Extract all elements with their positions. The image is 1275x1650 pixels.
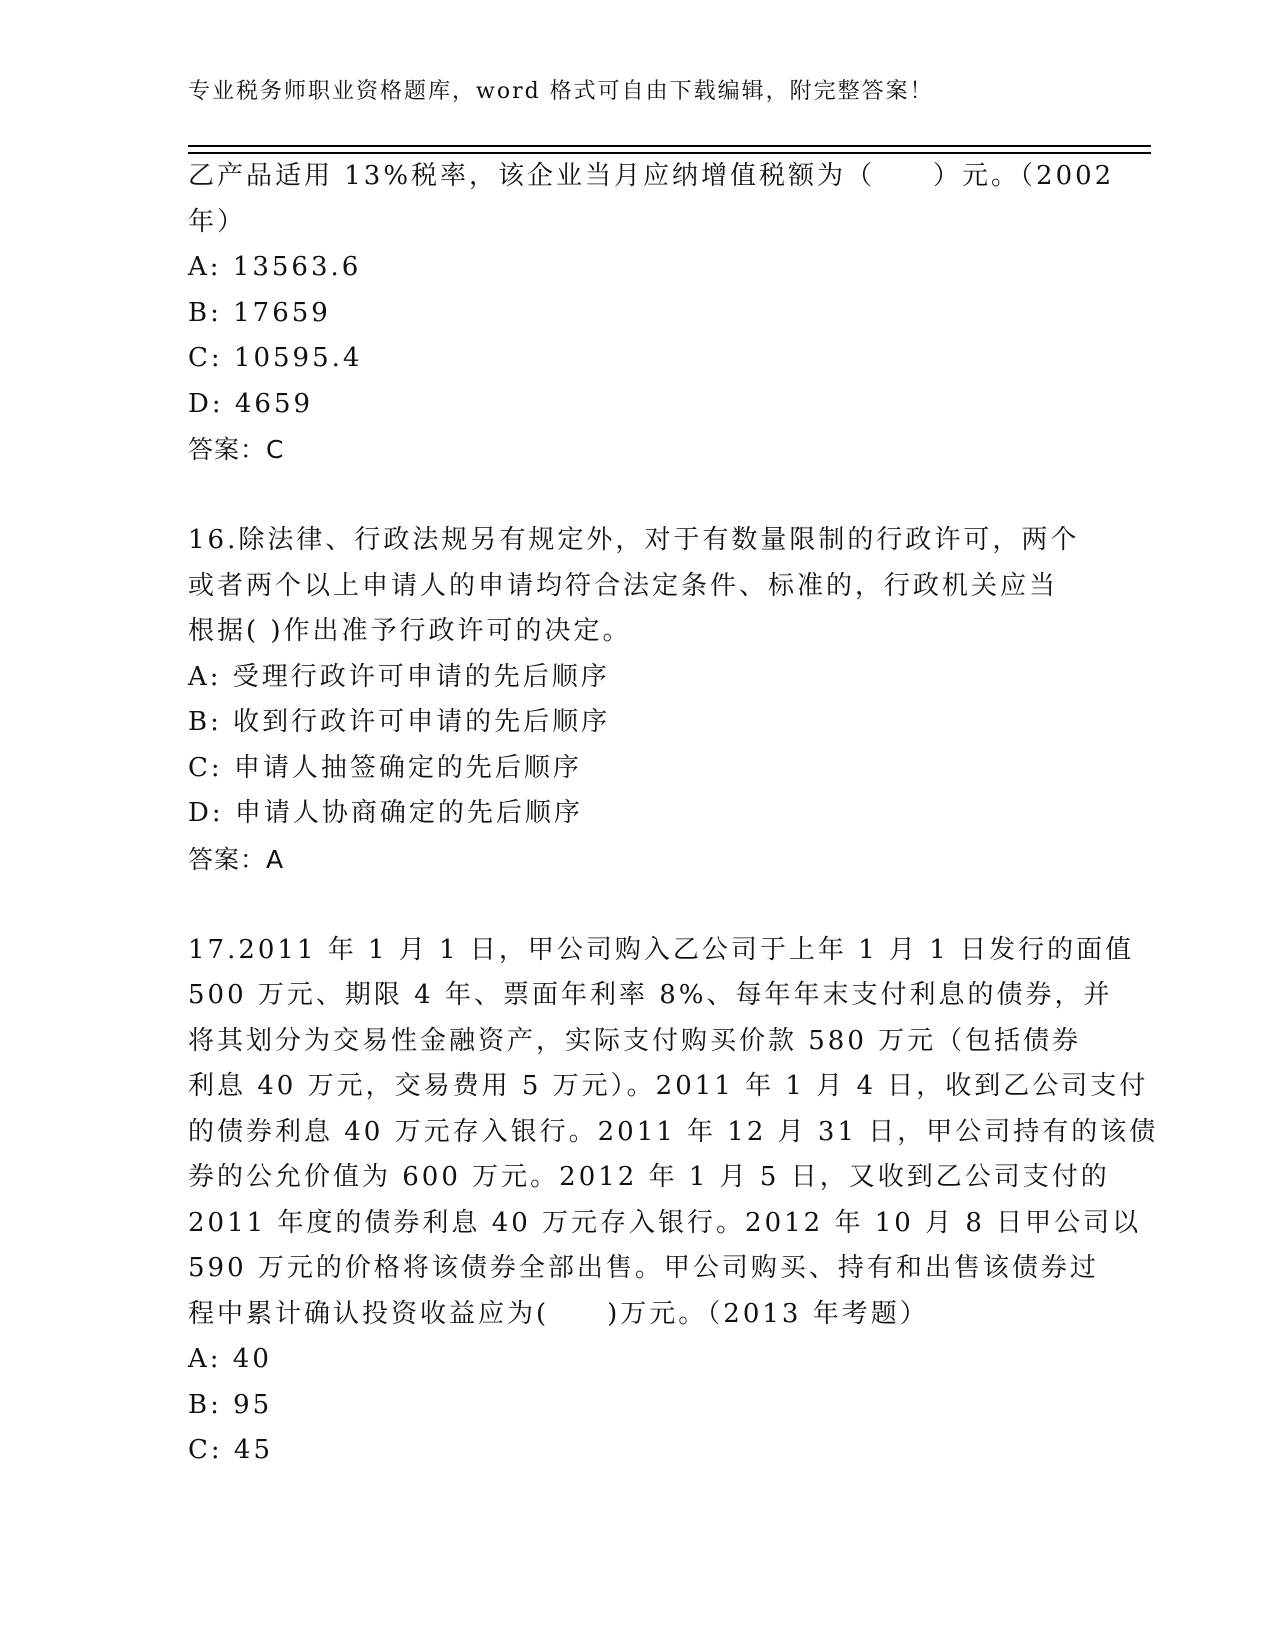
option-c: C: 申请人抽签确定的先后顺序 bbox=[188, 752, 582, 783]
question-stem-line: 或者两个以上申请人的申请均符合法定条件、标准的，行政机关应当 bbox=[188, 570, 1059, 601]
question-stem-line: 券的公允价值为 600 万元。2012 年 1 月 5 日，又收到乙公司支付的 bbox=[188, 1162, 1110, 1192]
answer-label: 答案：A bbox=[188, 844, 285, 874]
question-stem-line: 将其划分为交易性金融资产，实际支付购买价款 580 万元（包括债券 bbox=[188, 1025, 1082, 1056]
option-c: C: 45 bbox=[188, 1435, 274, 1465]
question-15 bbox=[188, 154, 1115, 473]
question-stem-line: 的债券利息 40 万元存入银行。2011 年 12 月 31 日，甲公司持有的该债 bbox=[188, 1116, 1159, 1147]
question-stem-line: 程中累计确认投资收益应为( )万元。（2013 年考题） bbox=[188, 1298, 929, 1329]
option-a: A: 受理行政许可申请的先后顺序 bbox=[188, 661, 610, 692]
question-stem-line: 2011 年度的债券利息 40 万元存入银行。2012 年 10 月 8 日甲公司以 bbox=[188, 1207, 1142, 1238]
answer-label: 答案：C bbox=[188, 435, 285, 464]
spacer bbox=[188, 473, 1088, 519]
question-17 bbox=[188, 928, 1159, 1474]
question-stem-line: 590 万元的价格将该债券全部出售。甲公司购买、持有和出售该债券过 bbox=[188, 1253, 1099, 1283]
question-stem-line: 16.除法律、行政法规另有规定外，对于有数量限制的行政许可，两个 bbox=[188, 525, 1080, 555]
option-a: A: 13563.6 bbox=[188, 252, 362, 282]
option-b: B: 收到行政许可申请的先后顺序 bbox=[188, 707, 611, 737]
header-rule-top bbox=[188, 145, 1151, 147]
question-stem-line: 根据( )作出准予行政许可的决定。 bbox=[188, 616, 632, 646]
question-stem-line: 利息 40 万元，交易费用 5 万元）。2011 年 1 月 4 日，收到乙公司支付 bbox=[188, 1071, 1149, 1101]
question-stem-line: 年） bbox=[188, 206, 247, 237]
option-d: D: 4659 bbox=[188, 388, 314, 419]
question-stem-line: 乙产品适用 13%税率，该企业当月应纳增值税额为（ ）元。（2002 bbox=[188, 161, 1115, 191]
option-b: B: 17659 bbox=[188, 297, 331, 328]
page-header: 专业税务师职业资格题库，word 格式可自由下载编辑，附完整答案！ bbox=[188, 79, 934, 104]
question-16 bbox=[188, 518, 1088, 882]
question-stem-line: 17.2011 年 1 月 1 日，甲公司购入乙公司于上年 1 月 1 日发行的面值 bbox=[188, 934, 1135, 965]
option-c: C: 10595.4 bbox=[188, 343, 363, 373]
spacer bbox=[188, 882, 1088, 928]
question-stem-line: 500 万元、期限 4 年、票面年利率 8%、每年年末支付利息的债券，并 bbox=[188, 980, 1113, 1010]
option-a: A: 40 bbox=[188, 1344, 272, 1374]
question-content bbox=[188, 154, 1159, 1474]
option-d: D: 申请人协商确定的先后顺序 bbox=[188, 798, 583, 828]
option-b: B: 95 bbox=[188, 1389, 273, 1420]
